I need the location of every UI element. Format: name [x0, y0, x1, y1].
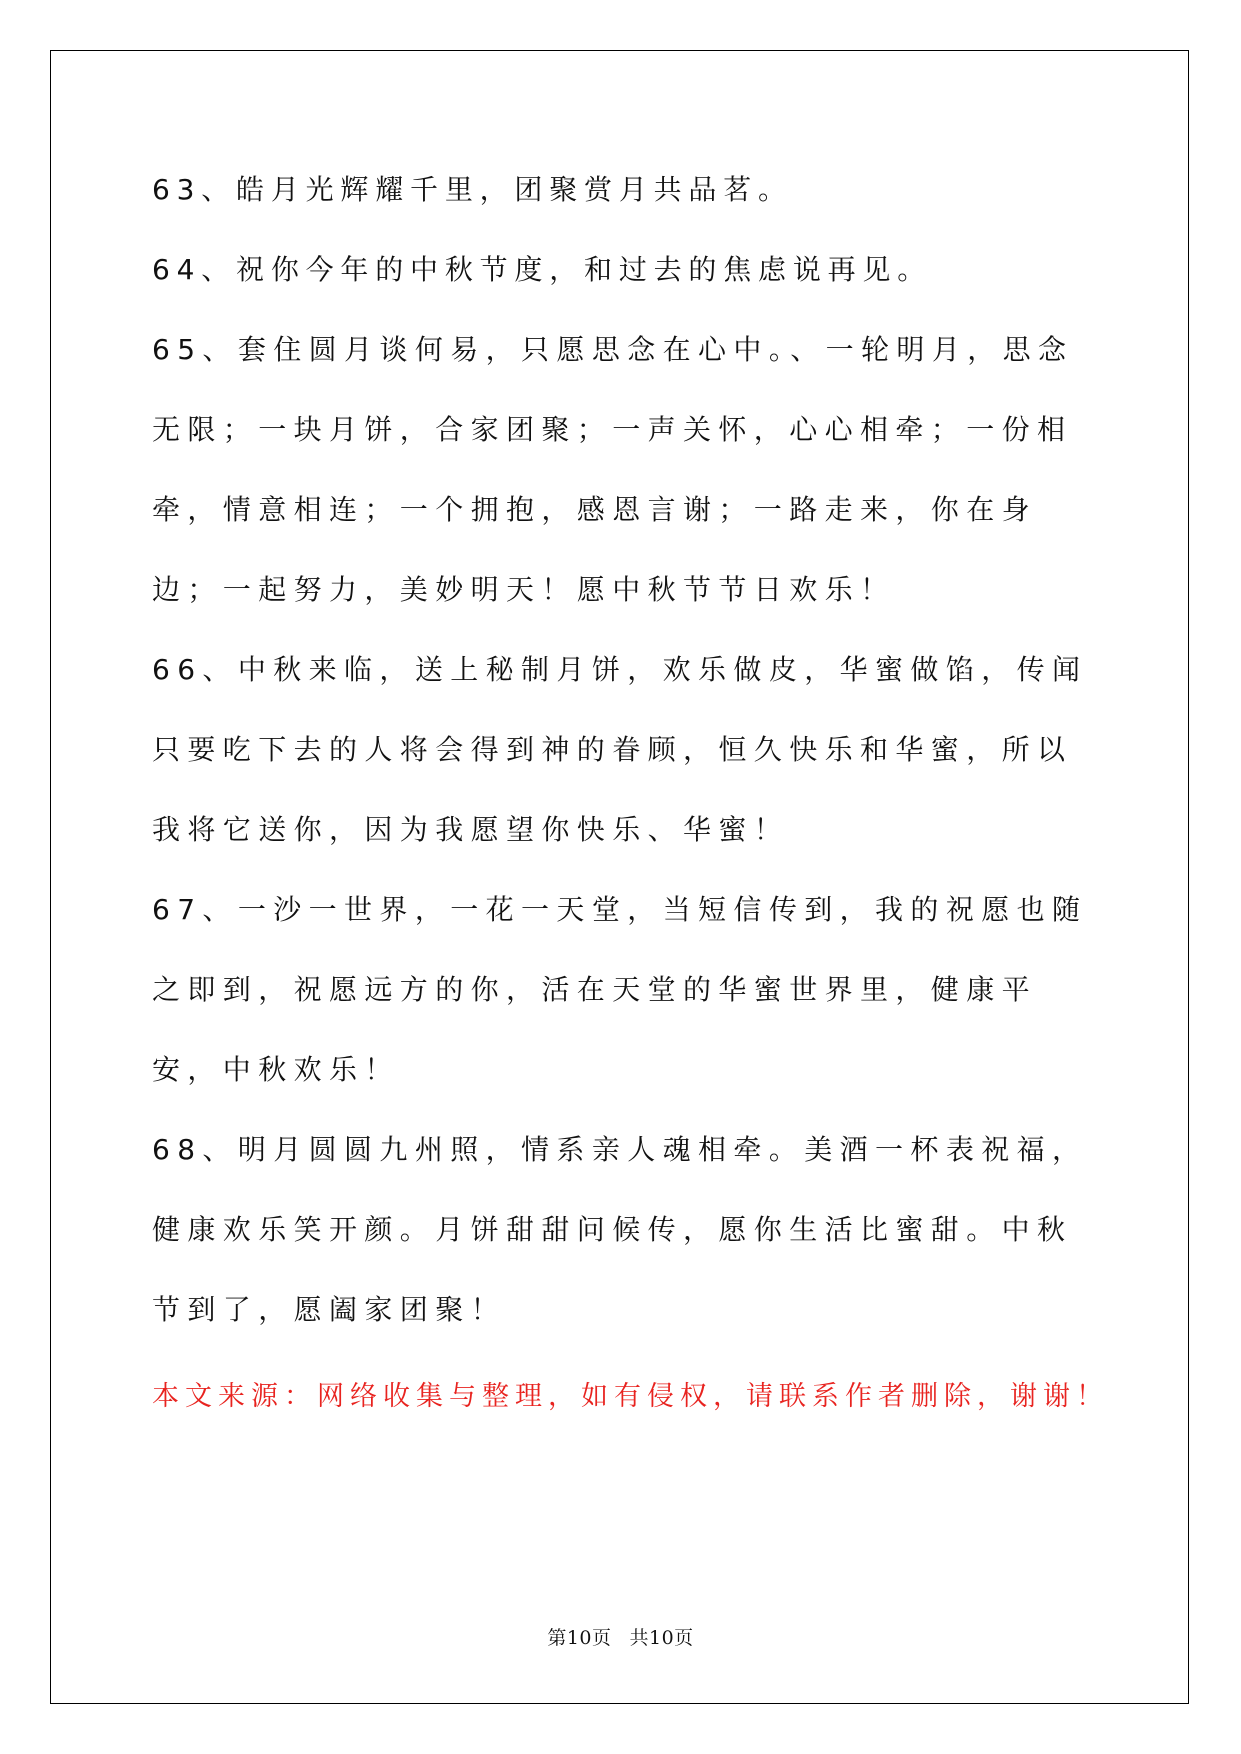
current-page-label: 第10页	[547, 1627, 612, 1649]
total-pages-label: 共10页	[629, 1627, 694, 1649]
paragraph-67: 67、一沙一世界，一花一天堂，当短信传到，我的祝愿也随之即到，祝愿远方的你，活在天堂的华蜜世界里，健康平安，中秋欢乐！	[152, 893, 1088, 1086]
paragraph-65: 65、套住圆月谈何易，只愿思念在心中。、一轮明月，思念无限；一块月饼，合家团聚；一声关怀，心心相牵；一份相牵，情意相连；一个拥抱，感恩言谢；一路走来，你在身边；一起努力，美妙明天！愿中秋节节日欢乐！	[152, 333, 1074, 606]
source-note: 本文来源：网络收集与整理，如有侵权，请联系作者删除，谢谢！	[152, 1381, 1109, 1412]
paragraph-63: 63、皓月光辉耀千里，团聚赏月共品茗。	[152, 173, 793, 206]
paragraph-66: 66、中秋来临，送上秘制月饼，欢乐做皮，华蜜做馅，传闻只要吃下去的人将会得到神的眷顾，恒久快乐和华蜜，所以我将它送你，因为我愿望你快乐、华蜜！	[152, 653, 1088, 846]
paragraph-68: 68、明月圆圆九州照，情系亲人魂相牵。美酒一杯表祝福，健康欢乐笑开颜。月饼甜甜问候传，愿你生活比蜜甜。中秋节到了，愿阖家团聚！	[152, 1133, 1088, 1326]
document-body	[152, 150, 1092, 1350]
paragraph-64: 64、祝你今年的中秋节度，和过去的焦虑说再见。	[152, 253, 933, 286]
page-footer	[0, 1623, 1241, 1650]
